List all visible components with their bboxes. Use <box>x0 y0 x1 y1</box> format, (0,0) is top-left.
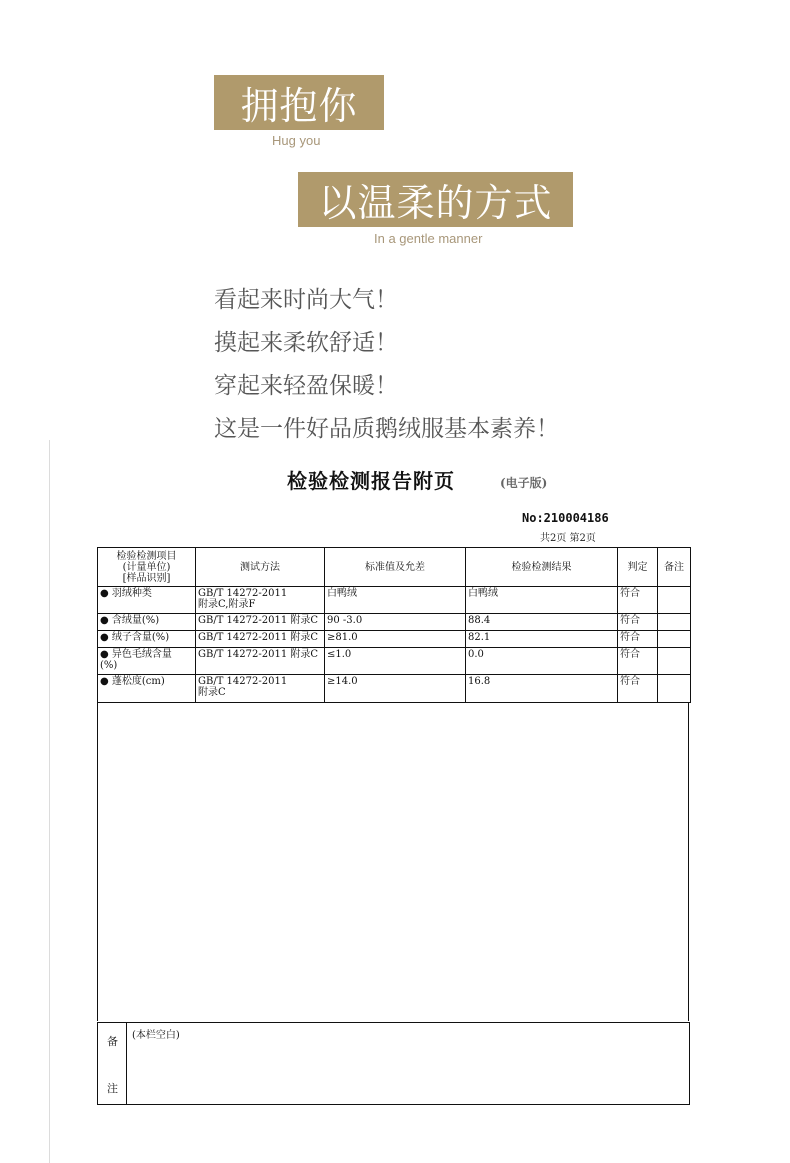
cell-method: GB/T 14272-2011 附录C <box>196 675 325 703</box>
blank-area <box>97 703 689 1021</box>
table-row <box>98 614 691 631</box>
cell-method: GB/T 14272-2011 附录C,附录F <box>196 587 325 614</box>
cell-item: ● 绒子含量(%) <box>98 631 196 648</box>
cell-result: 白鸭绒 <box>466 587 618 614</box>
banner-subtitle: In a gentle manner <box>374 231 483 246</box>
cell-verdict: 符合 <box>618 587 658 614</box>
cell-verdict: 符合 <box>618 631 658 648</box>
feature-line: 这是一件好品质鹅绒服基本素养！ <box>214 416 559 442</box>
cell-remark <box>658 587 691 614</box>
report-number: No:210004186 <box>522 511 609 525</box>
banner-subtitle: Hug you <box>272 133 321 148</box>
feature-line: 看起来时尚大气！ <box>214 287 398 313</box>
cell-standard: ≥81.0 <box>325 631 466 648</box>
cell-item: ● 含绒量(%) <box>98 614 196 631</box>
cell-standard: 白鸭绒 <box>325 587 466 614</box>
report-title: 检验检测报告附页 <box>287 469 455 493</box>
cell-method: GB/T 14272-2011 附录C <box>196 631 325 648</box>
report-pages: 共2页 第2页 <box>540 533 596 544</box>
cell-method: GB/T 14272-2011 附录C <box>196 648 325 675</box>
cell-result: 16.8 <box>466 675 618 703</box>
cell-remark <box>658 631 691 648</box>
feature-lines <box>214 282 559 454</box>
cell-remark <box>658 614 691 631</box>
table-header-row <box>98 548 691 587</box>
table-row <box>98 648 691 675</box>
cell-standard: 90 -3.0 <box>325 614 466 631</box>
column-header-item: 检验检测项目 (计量单位) [样品识别] <box>98 548 196 587</box>
cell-standard: ≤1.0 <box>325 648 466 675</box>
cell-remark <box>658 648 691 675</box>
cell-method: GB/T 14272-2011 附录C <box>196 614 325 631</box>
cell-item: ● 羽绒种类 <box>98 587 196 614</box>
cell-verdict: 符合 <box>618 648 658 675</box>
banner-hug-you: 拥抱你 <box>214 75 384 130</box>
column-header-method: 测试方法 <box>196 548 325 587</box>
report-table <box>97 547 691 703</box>
cell-verdict: 符合 <box>618 614 658 631</box>
table-row <box>98 675 691 703</box>
feature-line: 穿起来轻盈保暖！ <box>214 373 398 399</box>
notes-label-top: 备 <box>107 1035 118 1048</box>
notes-text: (本栏空白) <box>132 1030 180 1041</box>
feature-line: 摸起来柔软舒适！ <box>214 330 398 356</box>
cell-result: 88.4 <box>466 614 618 631</box>
column-header-verdict: 判定 <box>618 548 658 587</box>
table-row <box>98 587 691 614</box>
table-row <box>98 631 691 648</box>
report-tag: (电子版) <box>500 476 548 490</box>
cell-item: ● 异色毛绒含量 (%) <box>98 648 196 675</box>
notes-label <box>98 1023 127 1104</box>
column-header-remark: 备注 <box>658 548 691 587</box>
cell-standard: ≥14.0 <box>325 675 466 703</box>
cell-item: ● 蓬松度(cm) <box>98 675 196 703</box>
divider <box>49 440 50 1163</box>
cell-remark <box>658 675 691 703</box>
cell-result: 82.1 <box>466 631 618 648</box>
column-header-standard: 标准值及允差 <box>325 548 466 587</box>
notes-section <box>97 1022 690 1105</box>
notes-label-bottom: 注 <box>107 1082 118 1095</box>
cell-verdict: 符合 <box>618 675 658 703</box>
column-header-result: 检验检测结果 <box>466 548 618 587</box>
banner-gentle-manner: 以温柔的方式 <box>298 172 573 227</box>
cell-result: 0.0 <box>466 648 618 675</box>
